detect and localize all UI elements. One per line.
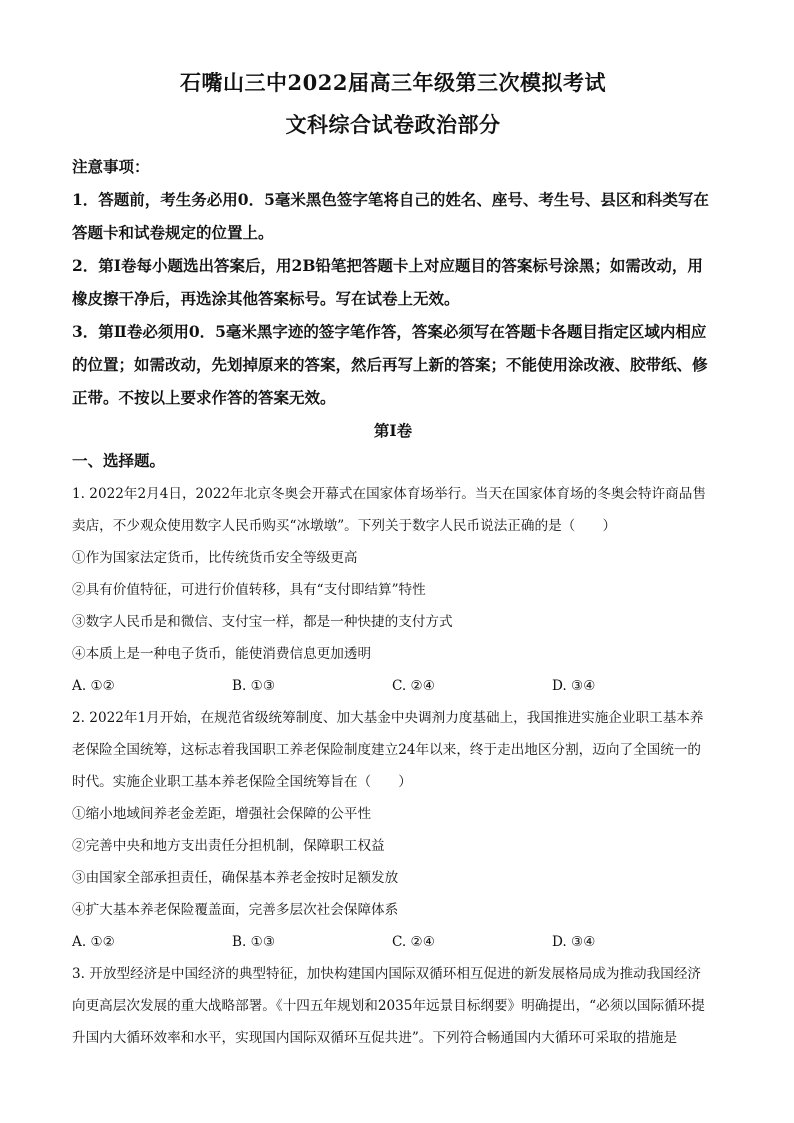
question-option: ③数字人民币是和微信、支付宝一样，都是一种快捷的支付方式 — [72, 614, 453, 630]
question-option: ④本质上是一种电子货币，能使消费信息更加透明 — [72, 646, 372, 662]
answer-choice-d: D. ③④ — [552, 678, 596, 694]
note-item-1: 1．答题前，考生务必用0．5毫米黑色签字笔将自己的姓名、座号、考生号、县区和科类写在答题卡和试卷规定的位置上。 — [72, 190, 709, 242]
question-3 — [72, 958, 714, 1054]
section-type: 一、选择题。 — [72, 451, 166, 470]
exam-subtitle: 文科综合试卷政治部分 — [285, 112, 501, 137]
answer-choices — [72, 926, 714, 958]
question-option: ①缩小地域间养老金差距，增强社会保障的公平性 — [72, 806, 372, 822]
exam-title: 石嘴山三中2022届高三年级第三次模拟考试 — [180, 70, 606, 95]
answer-choice-a: A. ①② — [72, 678, 115, 694]
question-option: ②具有价值特征，可进行价值转移，具有“支付即结算”特性 — [72, 582, 426, 598]
question-stem: 3. 开放型经济是中国经济的典型特征，加快构建国内国际双循环相互促进的新发展格局成为推动我国经济向更高层次发展的重大战略部署。《十四五年规划和2035年远景目标纲要》明确提出，“必须以国际循环提升国内大循环效率和水平，实现国内国际双循环互促共进”。下列符合畅通国内大循环可采取的措施是 — [72, 966, 705, 1046]
question-option: ③由国家全部承担责任，确保基本养老金按时足额发放 — [72, 870, 399, 886]
note-item-3: 3．第Ⅱ卷必须用0．5毫米黑字迹的签字笔作答，答案必须写在答题卡各题目指定区域内相应的位置；如需改动，先划掉原来的答案，然后再写上新的答案；不能使用涂改液、胶带纸、修正带。不按以上要求作答的答案无效。 — [72, 322, 708, 407]
question-1 — [72, 478, 714, 702]
question-option: ①作为国家法定货币，比传统货币安全等级更高 — [72, 550, 358, 566]
question-option: ④扩大基本养老保险覆盖面，完善多层次社会保障体系 — [72, 902, 399, 918]
answer-choice-b: B. ①③ — [232, 934, 276, 950]
answer-choice-a: A. ①② — [72, 934, 115, 950]
answer-choice-c: C. ②④ — [392, 934, 435, 950]
answer-choice-b: B. ①③ — [232, 678, 276, 694]
answer-choice-c: C. ②④ — [392, 678, 435, 694]
notes-heading: 注意事项： — [72, 157, 150, 176]
answer-choice-d: D. ③④ — [552, 934, 596, 950]
answer-choices — [72, 670, 714, 702]
question-option: ②完善中央和地方支出责任分担机制，保障职工权益 — [72, 838, 385, 854]
notes-block — [72, 150, 714, 414]
section-heading: 第Ⅰ卷 — [373, 421, 413, 440]
note-item-2: 2．第Ⅰ卷每小题选出答案后，用2B铅笔把答题卡上对应题目的答案标号涂黑；如需改动，用橡皮擦干净后，再选涂其他答案标号。写在试卷上无效。 — [72, 256, 703, 308]
question-stem: 2. 2022年1月开始，在规范省级统筹制度、加大基金中央调剂力度基础上，我国推进实施企业职工基本养老保险全国统筹，这标志着我国职工养老保险制度建立24年以来，终于走出地区分割，迈向了全国统一的时代。实施企业职工基本养老保险全国统筹旨在（ ） — [72, 710, 704, 790]
question-stem: 1. 2022年2月4日，2022年北京冬奥会开幕式在国家体育场举行。当天在国家体育场的冬奥会特许商品售卖店，不少观众使用数字人民币购买“冰墩墩”。下列关于数字人民币说法正确的是（ ） — [72, 486, 706, 534]
question-2 — [72, 702, 714, 958]
